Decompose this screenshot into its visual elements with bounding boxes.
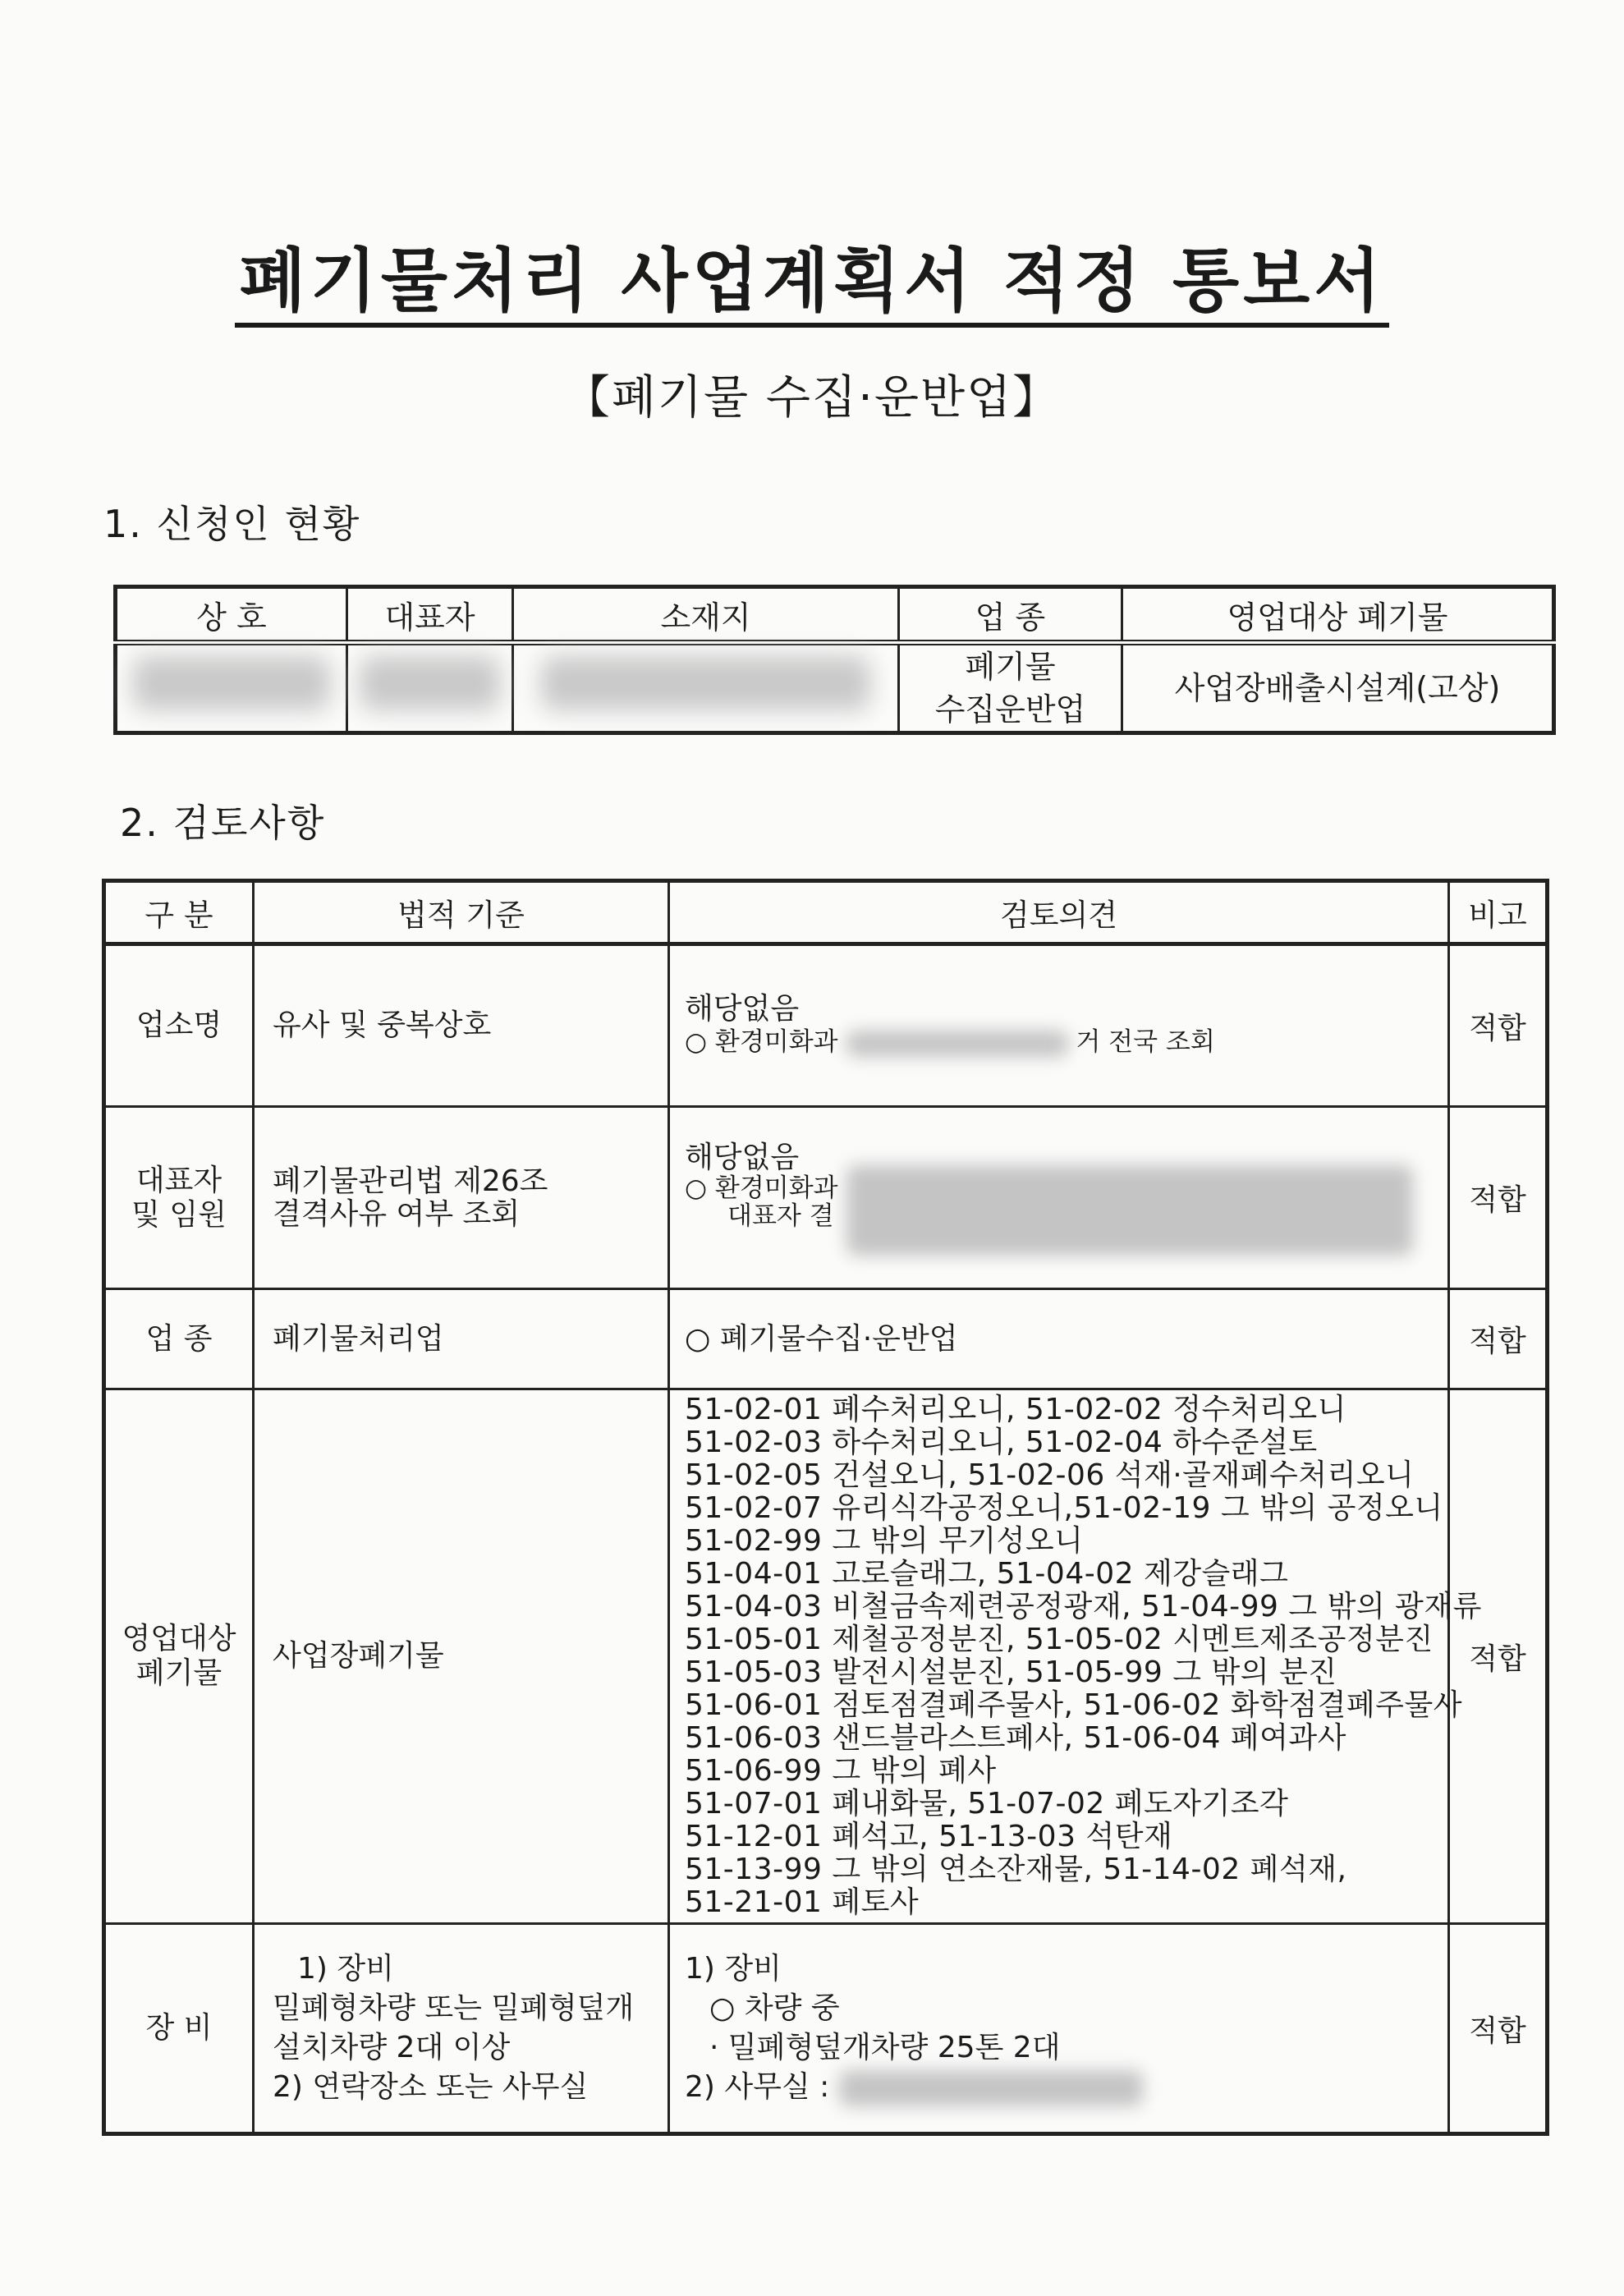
note-suitable: 적합 [1449, 1924, 1548, 2134]
representative-cell [347, 643, 513, 733]
note-suitable: 적합 [1449, 1289, 1548, 1389]
waste-code-line: 51-02-01 폐수처리오니, 51-02-02 정수처리오니 [685, 1393, 1346, 1426]
document-title [0, 226, 1624, 325]
waste-code-line: 51-02-05 건설오니, 51-02-06 석재·골재폐수처리오니 [685, 1458, 1415, 1492]
header-business-type: 업 종 [899, 587, 1122, 643]
waste-code-line: 51-06-99 그 밖의 폐사 [685, 1754, 997, 1788]
document-title-text: 폐기물처리 사업계획서 적정 통보서 [235, 241, 1390, 328]
note-suitable: 적합 [1449, 1389, 1548, 1924]
header-category: 구 분 [104, 881, 254, 944]
applicant-data-row [116, 643, 1554, 733]
waste-code-line: 51-05-01 제철공정분진, 51-05-02 시멘트제조공정분진 [685, 1623, 1434, 1656]
review-row-business-name [104, 944, 1548, 1107]
review-representative [669, 1107, 1449, 1289]
standard-similar-name: 유사 및 중복상호 [254, 944, 669, 1107]
review-line: ○ 차량 중 [709, 1991, 840, 2025]
standard-disqualification [254, 1107, 669, 1289]
business-type-cell [899, 643, 1122, 733]
target-waste-cell: 사업장배출시설계(고상) [1122, 643, 1554, 733]
header-review-opinion: 검토의견 [669, 881, 1449, 944]
business-type-line2: 수집운반업 [934, 691, 1086, 728]
category-business-type: 업 종 [104, 1289, 254, 1389]
review-line [685, 2068, 1447, 2107]
waste-code-line: 51-06-03 샌드블라스트폐사, 51-06-04 폐여과사 [685, 1721, 1346, 1755]
redacted-text [846, 1031, 1068, 1057]
review-business-type: ○ 폐기물수집·운반업 [669, 1289, 1449, 1389]
waste-code-line: 51-02-07 유리식각공정오니,51-02-19 그 밖의 공정오니 [685, 1491, 1443, 1525]
review-line [685, 1026, 1447, 1058]
category-line1: 대표자 [135, 1163, 222, 1197]
header-address: 소재지 [513, 587, 899, 643]
header-company-name: 상 호 [116, 587, 347, 643]
category-equipment: 장 비 [104, 1924, 254, 2134]
address-cell [513, 643, 899, 733]
review-equipment [669, 1924, 1449, 2134]
waste-code-line: 51-21-01 폐토사 [685, 1885, 920, 1919]
review-header-row [104, 881, 1548, 944]
category-line2: 폐기물 [135, 1656, 222, 1690]
waste-code-list [669, 1389, 1482, 1924]
review-business-name [669, 944, 1449, 1107]
category-representative [104, 1107, 254, 1289]
waste-code-line: 51-02-03 하수처리오니, 51-02-04 하수준설토 [685, 1426, 1318, 1459]
standard-line: 설치차량 2대 이상 [273, 2031, 511, 2064]
document-subtitle: 【폐기물 수집·운반업】 [563, 371, 1061, 425]
waste-code-line: 51-04-03 비철금속제련공정광재, 51-04-99 그 밖의 광재류 [685, 1590, 1482, 1623]
review-line: 대표자 결 [727, 1201, 834, 1231]
header-representative: 대표자 [347, 587, 513, 643]
note-suitable: 적합 [1449, 944, 1548, 1107]
review-row-equipment [104, 1924, 1548, 2134]
standard-line: 1) 장비 [297, 1952, 394, 1986]
waste-code-line: 51-13-99 그 밖의 연소잔재물, 51-14-02 폐석재, [685, 1853, 1347, 1886]
category-target-waste [104, 1389, 254, 1924]
review-row-representative [104, 1107, 1548, 1289]
review-line-suffix: 거 전국 조회 [1076, 1027, 1215, 1057]
header-note: 비고 [1449, 881, 1548, 944]
waste-code-line: 51-12-01 폐석고, 51-13-03 석탄재 [685, 1820, 1173, 1853]
waste-code-line: 51-04-01 고로슬래그, 51-04-02 제강슬래그 [685, 1557, 1289, 1591]
standard-line2: 결격사유 여부 조회 [273, 1196, 521, 1231]
standard-line: 2) 연락장소 또는 사무실 [273, 2070, 589, 2104]
business-type-line1: 폐기물 [965, 649, 1056, 685]
category-line2: 및 임원 [131, 1197, 227, 1232]
standard-line: 밀폐형차량 또는 밀폐형덮개 [273, 1991, 635, 2025]
review-row-target-waste [104, 1389, 1548, 1924]
review-line: ○ 환경미화과 [685, 1173, 838, 1203]
review-line: 해당없음 [685, 1140, 800, 1174]
waste-code-line: 51-07-01 폐내화물, 51-07-02 폐도자기조각 [685, 1787, 1289, 1821]
category-business-name: 업소명 [104, 944, 254, 1107]
section-heading-applicant: 1. 신청인 현황 [103, 502, 361, 546]
header-target-waste: 영업대상 폐기물 [1122, 587, 1554, 643]
redacted-address [541, 656, 871, 710]
office-label: 2) 사무실 : [685, 2070, 830, 2104]
review-table [102, 879, 1549, 2136]
redacted-company-name [133, 656, 329, 710]
standard-equipment [254, 1924, 669, 2134]
section-heading-review: 2. 검토사항 [120, 801, 326, 845]
applicant-table [113, 585, 1556, 735]
company-name-cell [116, 643, 347, 733]
standard-waste-treatment: 폐기물처리업 [254, 1289, 669, 1389]
redacted-office-address [839, 2070, 1143, 2106]
redacted-text [846, 1165, 1413, 1256]
review-line-prefix: ○ 환경미화과 [685, 1027, 838, 1057]
category-line1: 영업대상 [122, 1622, 236, 1655]
review-row-business-type [104, 1289, 1548, 1389]
standard-line1: 폐기물관리법 제26조 [273, 1164, 548, 1198]
header-legal-standard: 법적 기준 [254, 881, 669, 944]
review-line: · 밀폐형덮개차량 25톤 2대 [709, 2031, 1061, 2064]
waste-code-line: 51-06-01 점토점결폐주물사, 51-06-02 화학점결폐주물사 [685, 1688, 1463, 1722]
waste-code-line: 51-05-03 발전시설분진, 51-05-99 그 밖의 분진 [685, 1655, 1337, 1689]
note-suitable: 적합 [1449, 1107, 1548, 1289]
review-line: 해당없음 [685, 992, 800, 1026]
redacted-representative [360, 656, 500, 710]
waste-code-line: 51-02-99 그 밖의 무기성오니 [685, 1524, 1084, 1558]
review-line: 1) 장비 [685, 1952, 782, 1986]
applicant-header-row [116, 587, 1554, 643]
standard-business-waste: 사업장폐기물 [254, 1389, 669, 1924]
